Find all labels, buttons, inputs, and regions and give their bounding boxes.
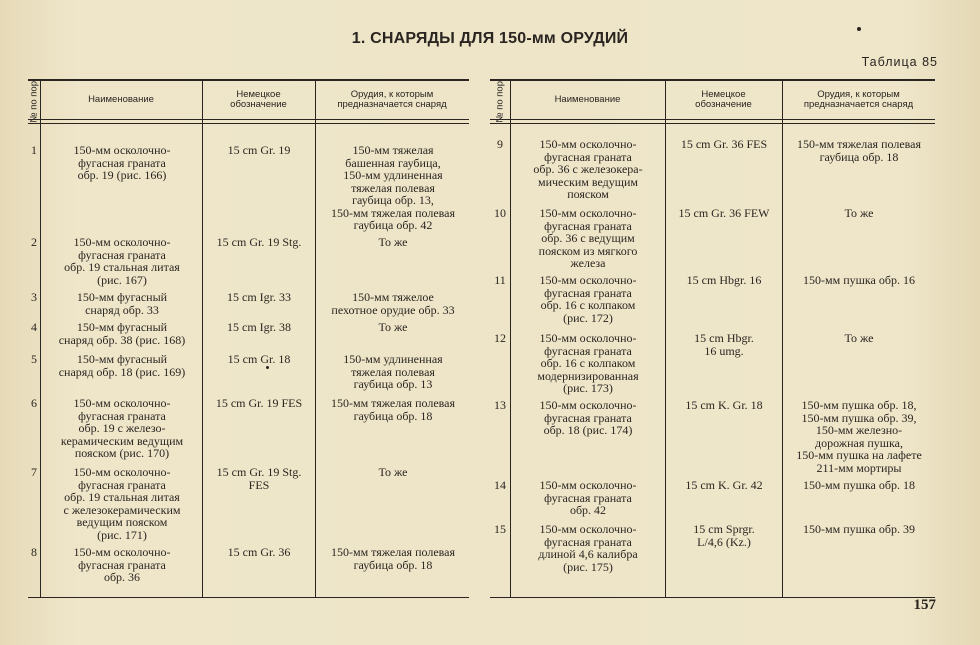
cell-guns: 150-мм тяжелая полевая гаубица обр. 18 (330, 545, 455, 572)
header-german: Немецкое обозначение (695, 89, 752, 110)
cell-name: 150-мм осколочно- фугасная граната обр. 16 с колпаком модернизированная (рис. 173) (537, 331, 639, 395)
table-right (490, 79, 935, 598)
cell-guns: То же (844, 331, 874, 345)
page-title: 1. СНАРЯДЫ ДЛЯ 150-мм ОРУДИЙ (351, 30, 629, 47)
cell-german: 15 cm Hbgr. 16 umg. (694, 331, 754, 358)
cell-num: 10 (494, 206, 506, 220)
cell-name: 150-мм осколочно- фугасная граната обр. 36 с ведущим пояском из мягкого железа (538, 206, 638, 270)
cell-num: 12 (494, 331, 506, 345)
cell-german: 15 cm Igr. 33 (227, 290, 291, 304)
cell-num: 5 (31, 352, 37, 366)
cell-name: 150-мм фугасный снаряд обр. 38 (рис. 168) (58, 320, 186, 347)
cell-guns: 150-мм тяжелая башенная гаубица, 150-мм удлиненная тяжелая полевая гаубица обр. 13, 150-мм тяжелая полевая гаубица обр. 42 (330, 143, 455, 232)
cell-num: 11 (494, 273, 506, 287)
cell-num: 14 (494, 478, 506, 492)
cell-name: 150-мм осколочно- фугасная граната обр. 42 (539, 478, 637, 517)
cell-german: 15 cm Gr. 19 FES (215, 396, 303, 410)
ink-spot (266, 366, 269, 369)
cell-guns: То же (378, 320, 408, 334)
cell-german: 15 cm Gr. 19 Stg. (216, 235, 302, 249)
cell-name: 150-мм осколочно- фугасная граната обр. 18 (рис. 174) (539, 398, 637, 437)
header-num: № по пор. (494, 77, 506, 123)
cell-guns: 150-мм пушка обр. 18 (803, 478, 915, 492)
cell-num: 2 (31, 235, 37, 249)
cell-german: 15 cm Sprgr. L/4,6 (Kz.) (693, 522, 755, 549)
cell-name: 150-мм осколочно- фугасная граната обр. 36 (73, 545, 171, 584)
cell-num: 8 (31, 545, 37, 559)
cell-name: 150-мм осколочно- фугасная граната обр. 36 с железокера- мическим ведущим пояском (533, 137, 643, 201)
cell-name: 150-мм осколочно- фугасная граната длиной 4,6 калибра (рис. 175) (538, 522, 638, 574)
cell-german: 15 cm Igr. 38 (227, 320, 291, 334)
table-left (28, 79, 469, 598)
cell-german: 15 cm K. Gr. 18 (685, 398, 763, 412)
cell-num: 13 (494, 398, 506, 412)
header-num: № по пор. (28, 77, 40, 123)
cell-guns: 150-мм пушка обр. 16 (803, 273, 915, 287)
cell-german: 15 cm Gr. 36 (227, 545, 291, 559)
cell-german: 15 cm Gr. 36 FEW (678, 206, 770, 220)
header-guns: Орудия, к которым предназначается снаряд (337, 89, 447, 110)
ink-spot (857, 27, 861, 31)
cell-guns: 150-мм удлиненная тяжелая полевая гаубица обр. 13 (343, 352, 443, 391)
cell-guns: 150-мм тяжелая полевая гаубица обр. 18 (796, 137, 921, 164)
cell-german: 15 cm Gr. 19 Stg. FES (216, 465, 302, 492)
cell-guns: То же (378, 465, 408, 479)
cell-guns: 150-мм пушка обр. 18, 150-мм пушка обр. 39, 150-мм железно- дорожная пушка, 150-мм пушка на лафете 211-мм мортиры (796, 398, 922, 475)
header-name: Наименование (554, 94, 621, 105)
cell-num: 3 (31, 290, 37, 304)
cell-german: 15 cm Gr. 36 FES (680, 137, 768, 151)
header-name: Наименование (88, 94, 154, 105)
cell-name: 150-мм осколочно- фугасная граната обр. 19 стальная литая (рис. 167) (64, 235, 180, 287)
cell-name: 150-мм фугасный снаряд обр. 33 (76, 290, 168, 317)
cell-num: 1 (31, 143, 37, 157)
cell-german: 15 cm Hbgr. 16 (686, 273, 762, 287)
cell-guns: То же (844, 206, 874, 220)
header-german: Немецкое обозначение (230, 89, 287, 110)
cell-german: 15 cm K. Gr. 42 (685, 478, 763, 492)
cell-name: 150-мм осколочно- фугасная граната обр. 19 с железо- керамическим ведущим пояском (рис. 170) (60, 396, 184, 460)
header-guns: Орудия, к которым предназначается снаряд (803, 89, 914, 110)
cell-guns: 150-мм пушка обр. 39 (803, 522, 915, 536)
cell-num: 4 (31, 320, 37, 334)
cell-guns: 150-мм тяжелое пехотное орудие обр. 33 (331, 290, 455, 317)
cell-guns: 150-мм тяжелая полевая гаубица обр. 18 (330, 396, 455, 423)
table-caption: Таблица 85 (861, 55, 938, 69)
cell-name: 150-мм фугасный снаряд обр. 18 (рис. 169) (58, 352, 186, 379)
cell-num: 9 (497, 137, 503, 151)
cell-german: 15 cm Gr. 19 (227, 143, 291, 157)
cell-guns: То же (378, 235, 408, 249)
cell-num: 15 (494, 522, 506, 536)
cell-name: 150-мм осколочно- фугасная граната обр. 16 с колпаком (рис. 172) (539, 273, 637, 325)
cell-german: 15 cm Gr. 18 (227, 352, 291, 366)
cell-name: 150-мм осколочно- фугасная граната обр. 19 стальная литая с железокерамическим ведущим пояском (рис. 171) (63, 465, 181, 542)
cell-name: 150-мм осколочно- фугасная граната обр. 19 (рис. 166) (73, 143, 171, 182)
cell-num: 6 (31, 396, 37, 410)
cell-num: 7 (31, 465, 37, 479)
page-number: 157 (913, 597, 936, 613)
